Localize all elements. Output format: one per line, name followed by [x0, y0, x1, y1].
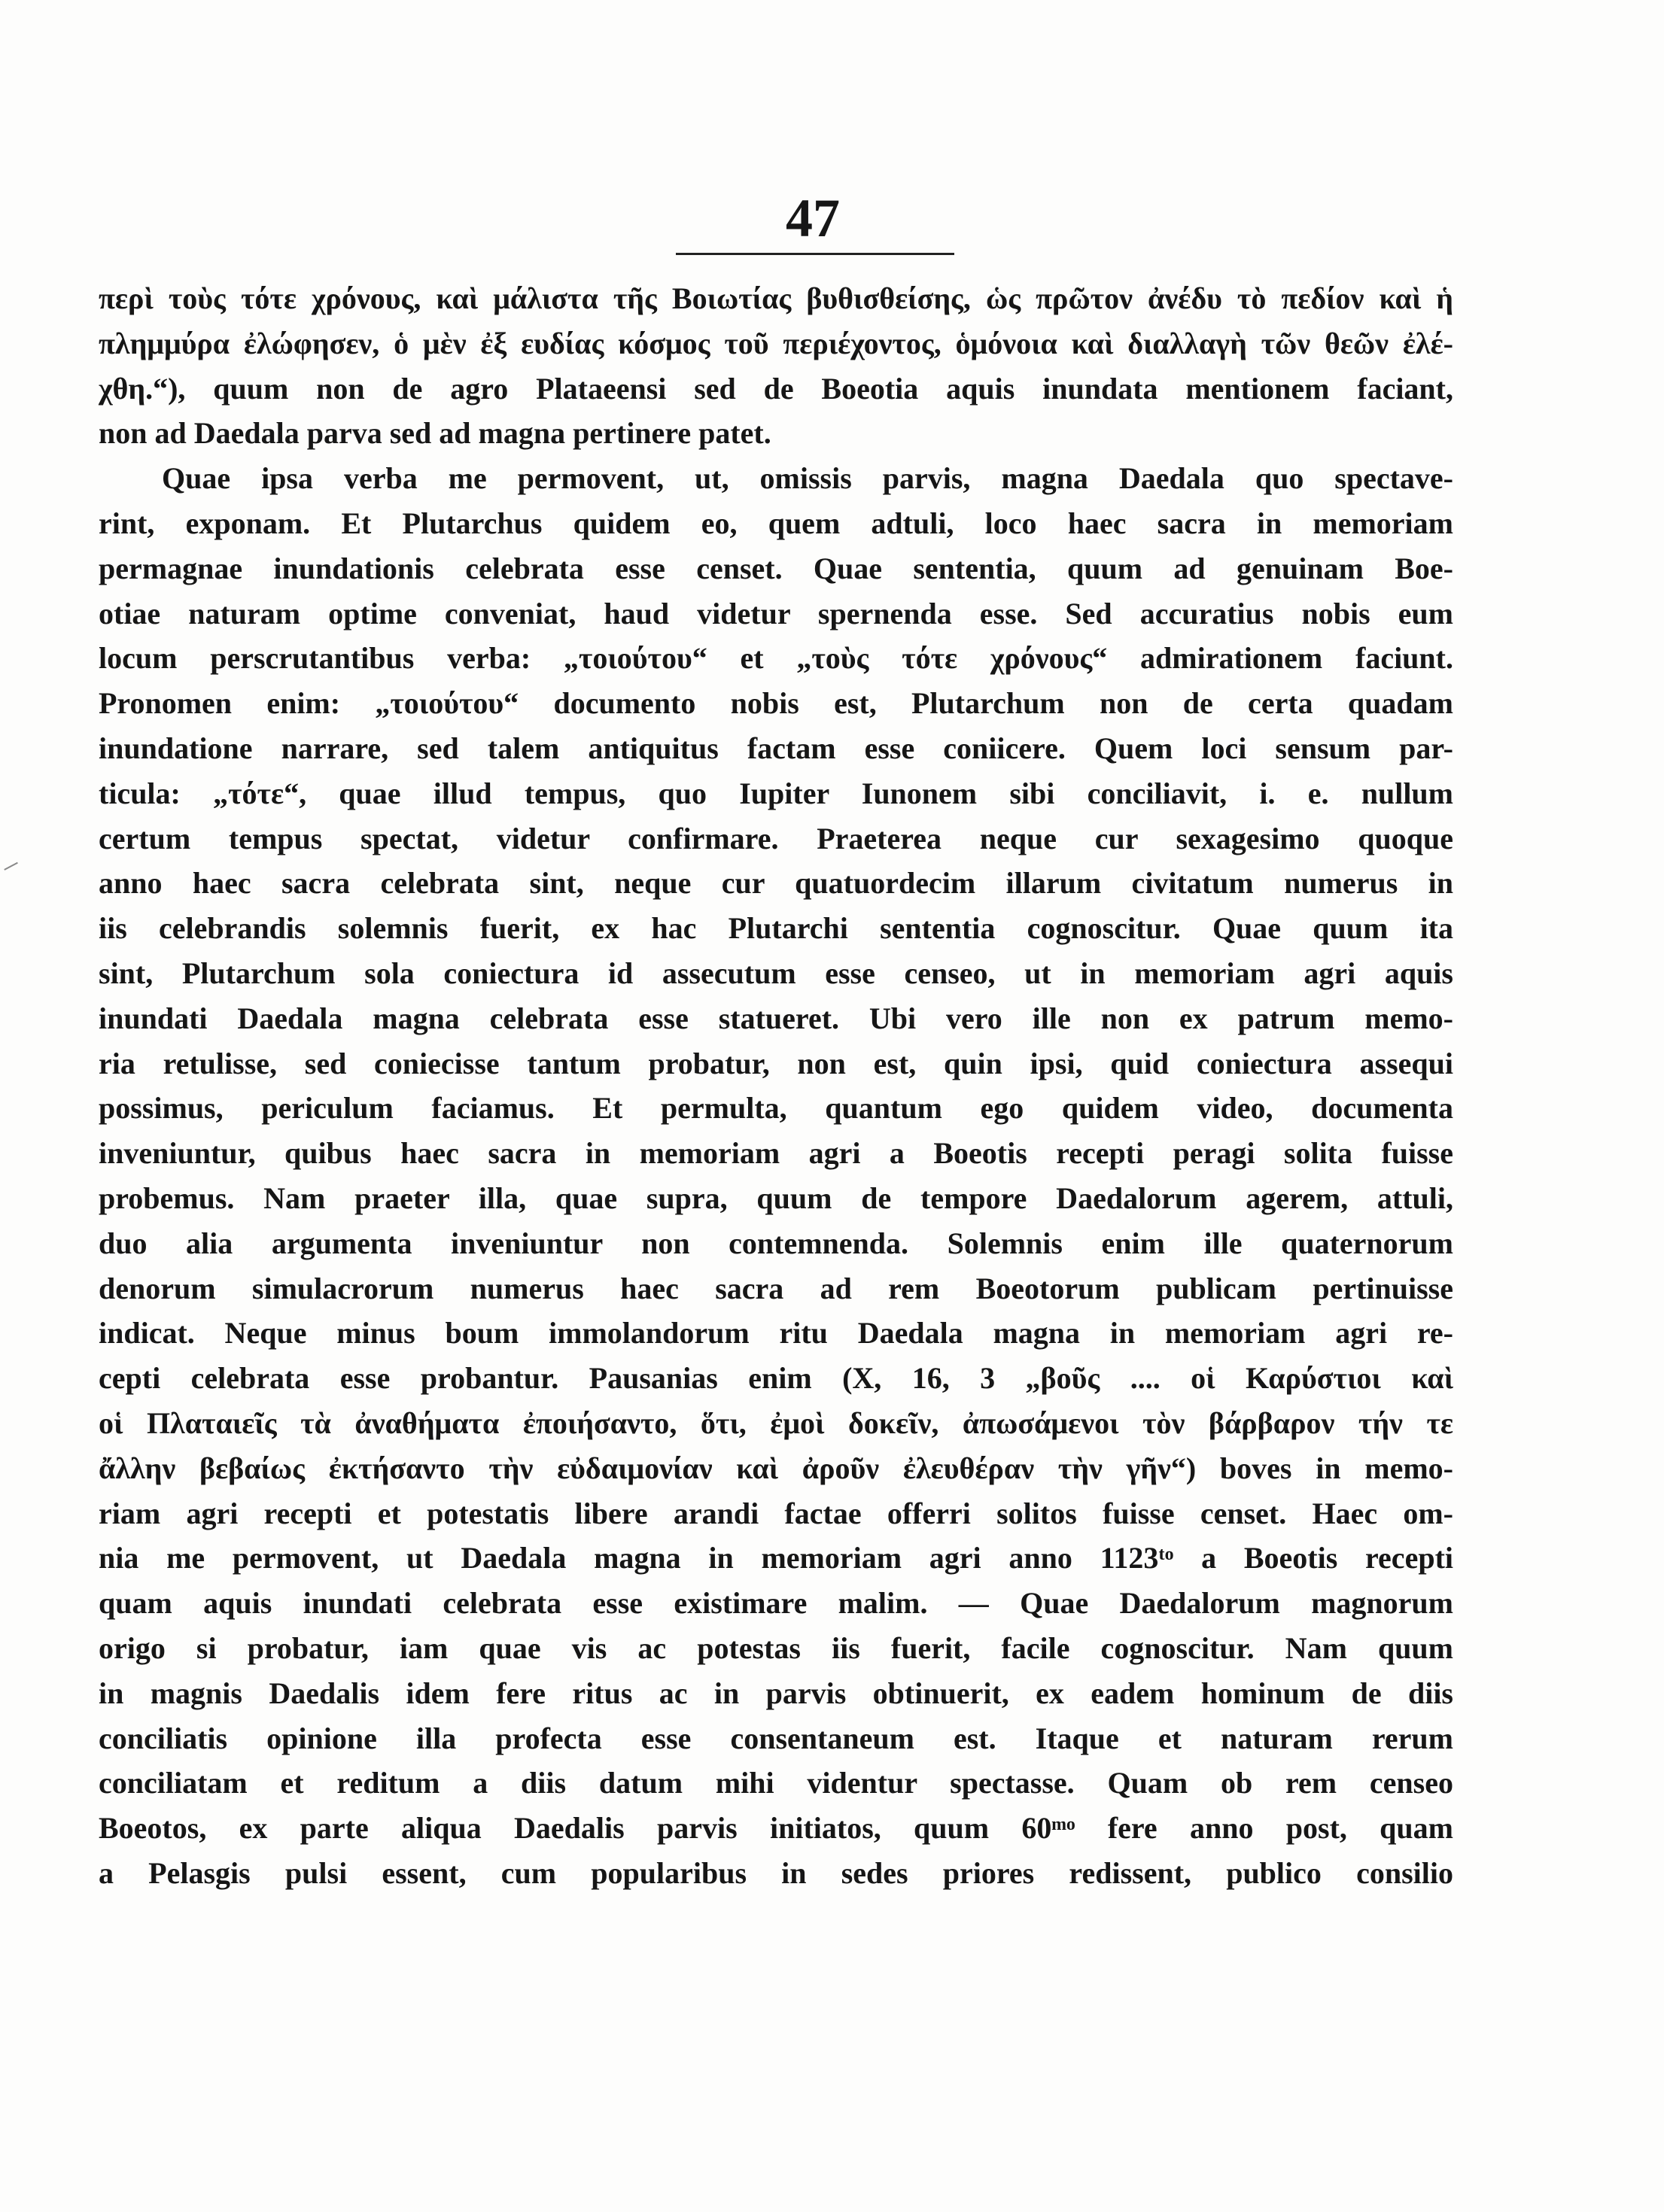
text-line: inveniuntur, quibus haec sacra in memoriam agri a Boeotis recepti peragi solita fuisse — [99, 1136, 1453, 1171]
text-line: οἱ Πλαταιεῖς τὰ ἀναθήματα ἐποιήσαντο, ὅτι, ἐμοὶ δοκεῖν, ἀπωσάμενοι τὸν βάρβαρον τήν τε — [99, 1405, 1453, 1440]
margin-mark — [4, 862, 20, 874]
body-text — [99, 276, 1453, 1896]
text-line: locum perscrutantibus verba: „τοιούτου“ et „τοὺς τότε χρόνους“ admirationem faciunt. — [99, 641, 1453, 676]
text-line: probemus. Nam praeter illa, quae supra, quum de tempore Daedalorum agerem, attuli, — [99, 1180, 1453, 1215]
text-line: Pronomen enim: „τοιούτου“ documento nobis est, Plutarchum non de certa quadam — [99, 686, 1453, 721]
text-line: πλημμύρα ἐλώφησεν, ὁ μὲν ἐξ ευδίας κόσμος τοῦ περιέχοντος, ὁμόνοια καὶ διαλλαγὴ τῶν θεῶν ἐλέ- — [99, 326, 1453, 360]
text-line: duo alia argumenta inveniuntur non contemnenda. Solemnis enim ille quaternorum — [99, 1226, 1453, 1260]
text-line: quam aquis inundati celebrata esse existimare malim. — Quae Daedalorum magnorum — [99, 1586, 1453, 1621]
text-line: rint, exponam. Et Plutarchus quidem eo, quem adtuli, loco haec sacra in memoriam — [99, 506, 1453, 540]
text-line: χθη.“), quum non de agro Plataeensi sed de Boeotia aquis inundata mentionem faciant, — [99, 371, 1453, 406]
text-line: inundati Daedala magna celebrata esse statueret. Ubi vero ille non ex patrum memo- — [99, 1001, 1453, 1035]
text-line: cepti celebrata esse probantur. Pausanias enim (X, 16, 3 „βοῦς .... οἱ Καρύστιοι καὶ — [99, 1361, 1453, 1396]
text-line: conciliatis opinione illa profecta esse consentaneum est. Itaque et naturam rerum — [99, 1721, 1453, 1755]
header-rule — [676, 253, 954, 255]
text-line: anno haec sacra celebrata sint, neque cur quatuordecim illarum civitatum numerus in — [99, 866, 1453, 901]
text-line: indicat. Neque minus boum immolandorum ritu Daedala magna in memoriam agri re- — [99, 1316, 1453, 1351]
text-line: permagnae inundationis celebrata esse censet. Quae sententia, quum ad genuinam Boe- — [99, 551, 1453, 585]
text-line: non ad Daedala parva sed ad magna pertinere patet. — [99, 416, 771, 451]
text-line: otiae naturam optime conveniat, haud videtur spernenda esse. Sed accuratius nobis eum — [99, 596, 1453, 630]
text-line: ticula: „τότε“, quae illud tempus, quo Iupiter Iunonem sibi conciliavit, i. e. nullum — [99, 776, 1453, 810]
text-line: nia me permovent, ut Daedala magna in memoriam agri anno 1123ᵗᵒ a Boeotis recepti — [99, 1541, 1453, 1575]
text-line: ria retulisse, sed coniecisse tantum probatur, non est, quin ipsi, quid coniectura assequi — [99, 1046, 1453, 1080]
text-line: inundatione narrare, sed talem antiquitus factam esse coniicere. Quem loci sensum par- — [99, 731, 1453, 765]
text-line: possimus, periculum faciamus. Et permulta, quantum ego quidem video, documenta — [99, 1091, 1453, 1126]
text-line: riam agri recepti et potestatis libere arandi factae offerri solitos fuisse censet. Haec om- — [99, 1496, 1453, 1530]
text-line: sint, Plutarchum sola coniectura id assecutum esse censeo, ut in memoriam agri aquis — [99, 956, 1453, 990]
text-line: denorum simulacrorum numerus haec sacra ad rem Boeotorum publicam pertinuisse — [99, 1271, 1453, 1305]
text-line: a Pelasgis pulsi essent, cum popularibus in sedes priores redissent, publico consilio — [99, 1855, 1453, 1890]
text-line: origo si probatur, iam quae vis ac potestas iis fuerit, facile cognoscitur. Nam quum — [99, 1630, 1453, 1665]
text-line: Quae ipsa verba me permovent, ut, omissis parvis, magna Daedala quo spectave- — [162, 461, 1453, 496]
text-line: iis celebrandis solemnis fuerit, ex hac Plutarchi sententia cognoscitur. Quae quum ita — [99, 911, 1453, 946]
text-line: ἄλλην βεβαίως ἐκτήσαντο τὴν εὐδαιμονίαν καὶ ἀροῦν ἐλευθέραν τὴν γῆν“) boves in memo- — [99, 1451, 1453, 1485]
text-line: conciliatam et reditum a diis datum mihi videntur spectasse. Quam ob rem censeo — [99, 1766, 1453, 1800]
text-line: Boeotos, ex parte aliqua Daedalis parvis initiatos, quum 60ᵐᵒ fere anno post, quam — [99, 1811, 1453, 1846]
page-number: 47 — [786, 188, 840, 248]
text-line: in magnis Daedalis idem fere ritus ac in parvis obtinuerit, ex eadem hominum de diis — [99, 1676, 1453, 1710]
text-line: certum tempus spectat, videtur confirmare. Praeterea neque cur sexagesimo quoque — [99, 821, 1453, 855]
text-line: περὶ τοὺς τότε χρόνους, καὶ μάλιστα τῆς Βοιωτίας βυθισθείσης, ὡς πρῶτον ἀνέδυ τὸ πεδίον καὶ ἡ — [99, 281, 1453, 315]
